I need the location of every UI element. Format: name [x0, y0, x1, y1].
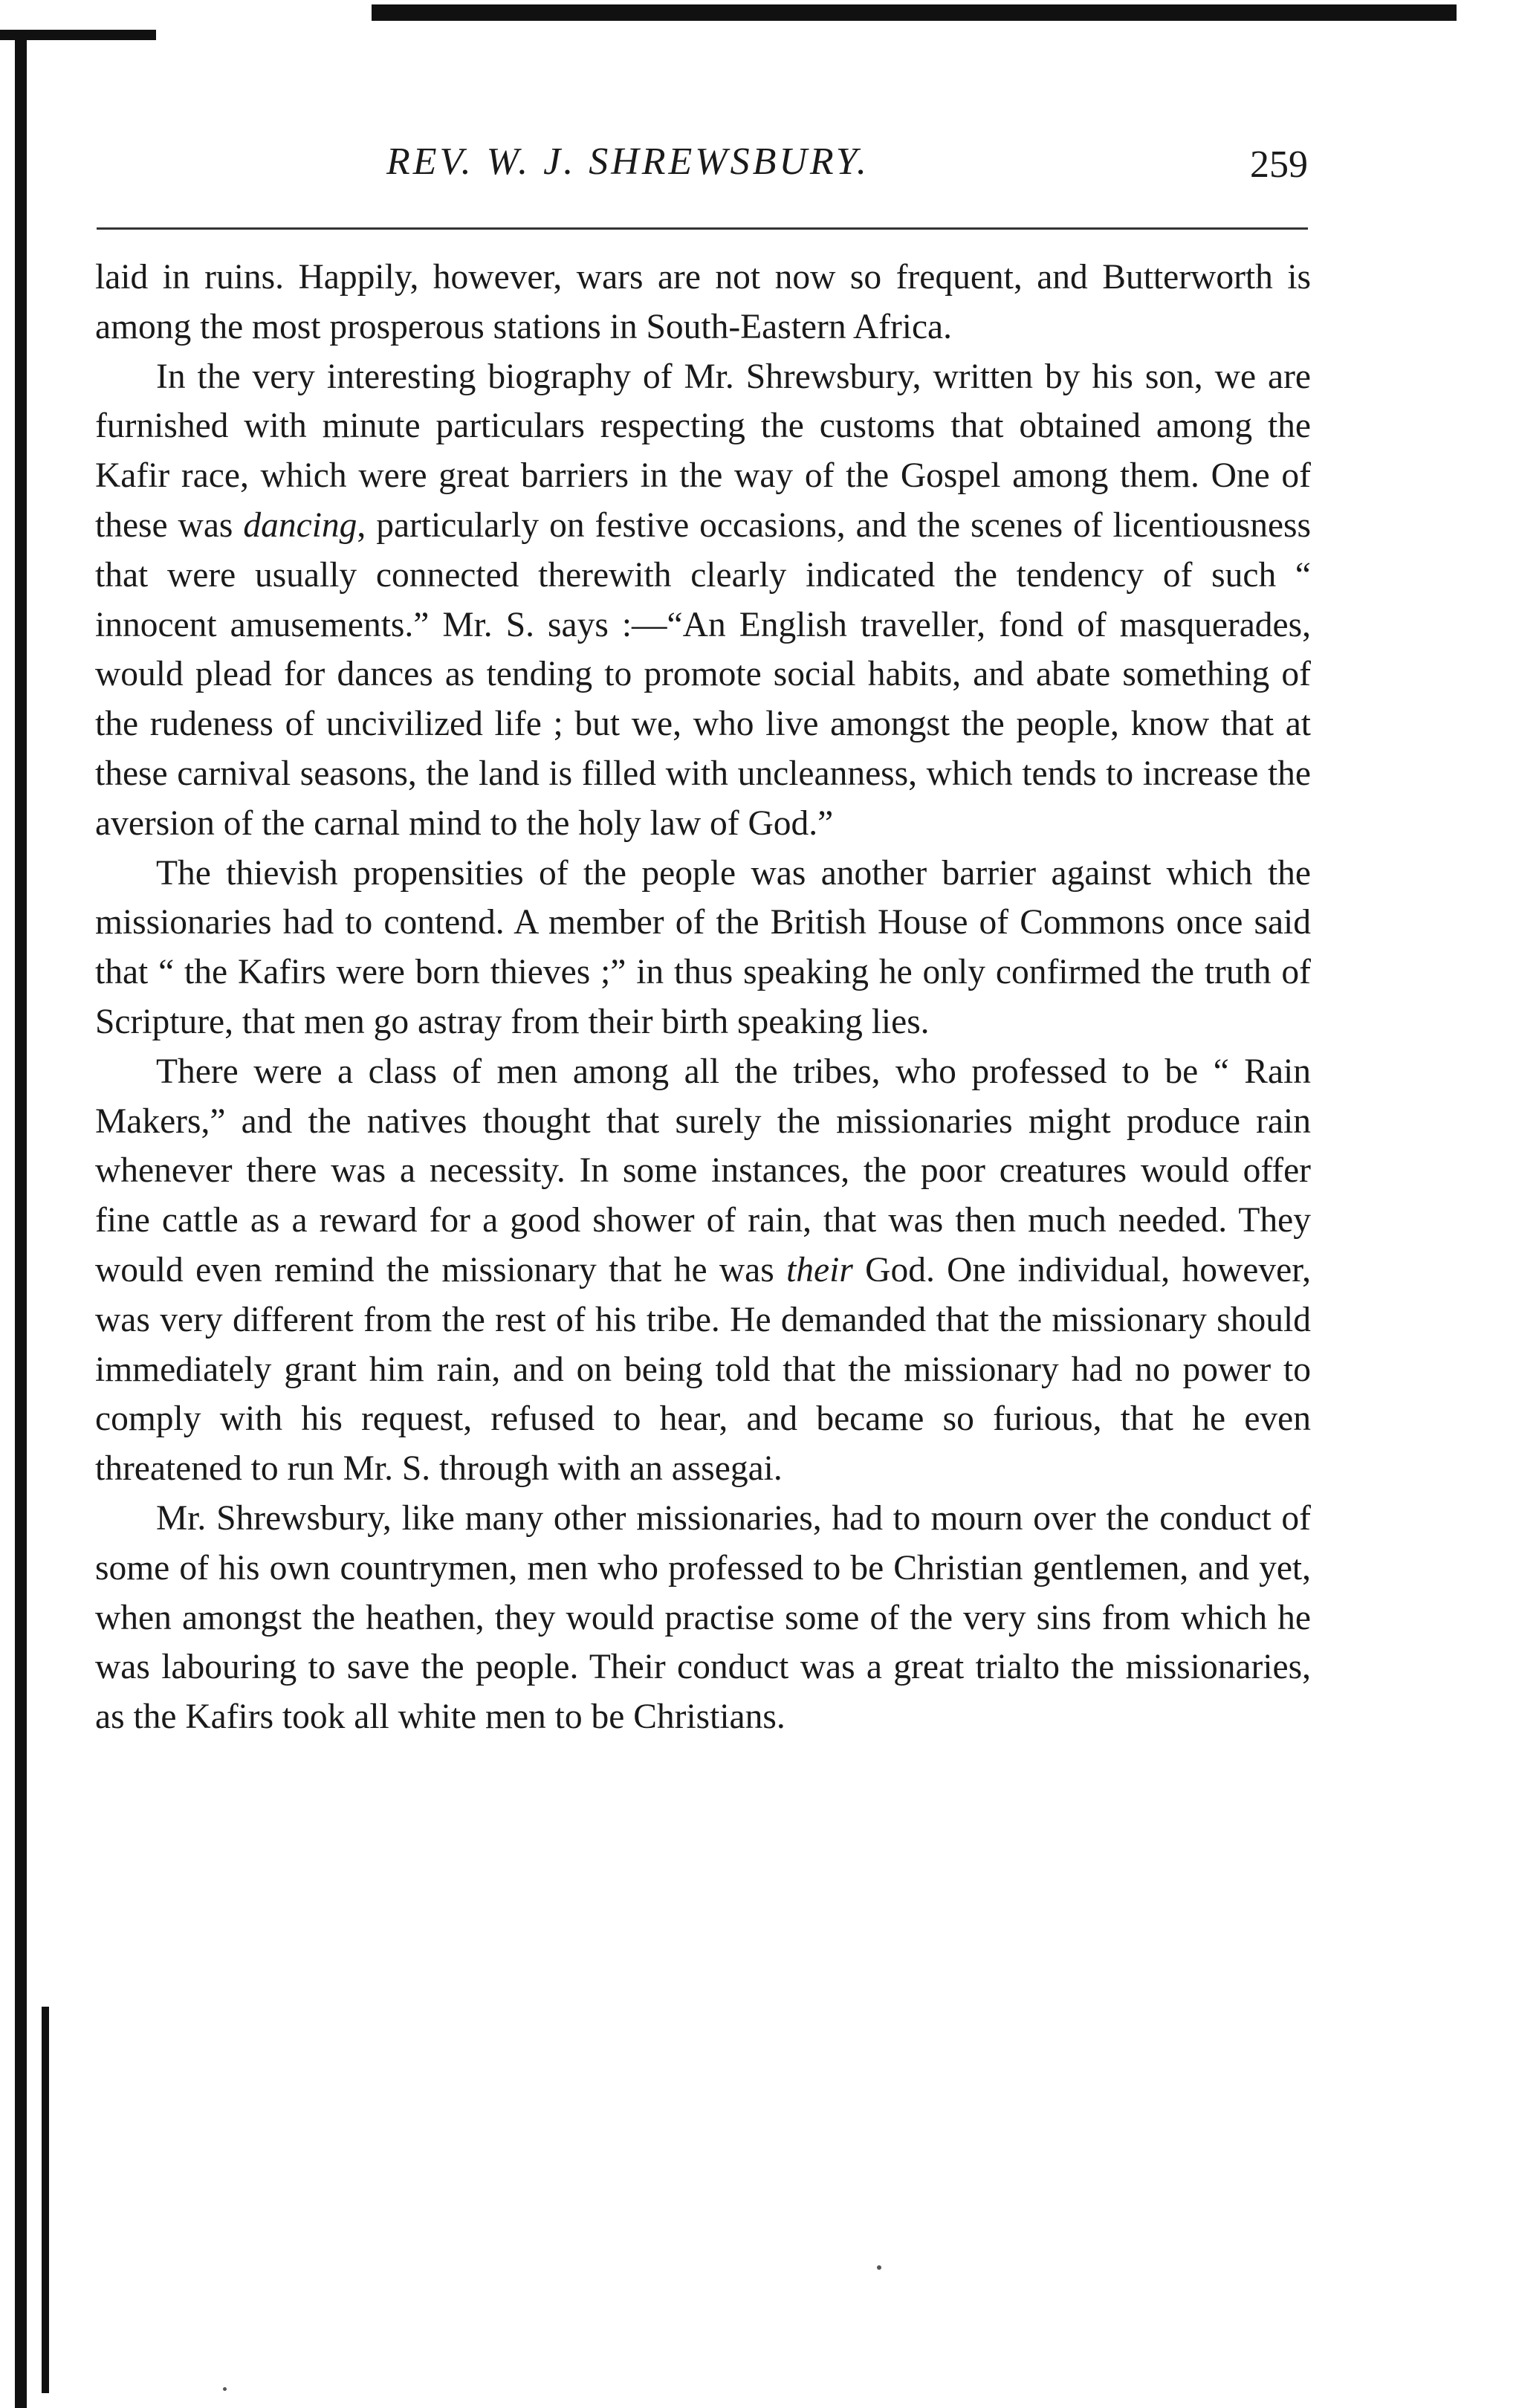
text-segment: In the very interesting biography of Mr. Shrewsbury, written by his son, we are furnished with minute particulars respecting the customs that obtained among the Kafir race, which were great barriers in the way of the Gospel among them. One of these was: [95, 357, 1311, 545]
page-number: 259: [1250, 143, 1308, 186]
italic-text: dancing: [243, 505, 357, 545]
header-rule: [97, 227, 1308, 230]
scan-speck: [223, 2387, 227, 2391]
text-segment: , particularly on festive occasions, and the scenes of licentiousness that were usually connected therewith clearly indicated the tendency of such “ innocent amusements.” Mr. S. says :—“An English traveller, fond of masquerades, would plead for dances as tending to promote social habits, and abate something of the rudeness of uncivilized life ; but we, who live amongst the people, know that at these carnival seasons, the land is filled with uncleanness, which tends to increase the aversion of the carnal mind to the holy law of God.”: [95, 505, 1312, 843]
body-text: [95, 253, 1311, 1742]
paragraph: [95, 1047, 1311, 1494]
text-segment: The thievish propensities of the people was another barrier against which the missionaries had to contend. A member of the British House of Commons once said that “ the Kafirs were born thieves ;” in thus speaking he only confirmed the truth of Scripture, that men go astray from their birth speaking lies.: [95, 853, 1311, 1041]
paragraph: [95, 253, 1311, 352]
scan-speck: [877, 2265, 881, 2270]
text-segment: laid in ruins. Happily, however, wars are not now so frequent, and Butterworth is among the most prosperous stations in South-Eastern Africa.: [95, 258, 1311, 346]
scan-border-left: [15, 30, 27, 2408]
paragraph: [95, 352, 1311, 849]
scan-border-top: [372, 4, 1457, 21]
text-segment: There were a class of men among all the tribes, who professed to be “ Rain Makers,” and the natives thought that surely the missionaries might produce rain whenever there was a necessity. In some instances, the poor creatures would offer fine cattle as a reward for a good shower of rain, that was then much needed. They would even remind the missionary that he was: [95, 1052, 1311, 1289]
text-segment: God. One individual, however, was very different from the rest of his tribe. He demanded that the missionary should immediately grant him rain, and on being told that the missionary had no power to comply with his request, refused to hear, and became so furious, that he even threatened to run Mr. S. through with an assegai.: [95, 1250, 1311, 1489]
paragraph: [95, 1494, 1311, 1742]
running-title: REV. W. J. SHREWSBURY.: [386, 140, 869, 183]
text-segment: Mr. Shrewsbury, like many other missionaries, had to mourn over the conduct of some of his own countrymen, men who professed to be Christian gentlemen, and yet, when amongst the heathen, they would practise some of the very sins from which he was labouring to save the people. Their conduct was a great trialto the missionaries, as the Kafirs took all white men to be Christians.: [95, 1498, 1311, 1737]
paragraph: [95, 849, 1311, 1047]
page-header: [97, 140, 1308, 199]
italic-text: their: [786, 1250, 853, 1289]
scan-border-left-lower: [42, 2007, 49, 2393]
